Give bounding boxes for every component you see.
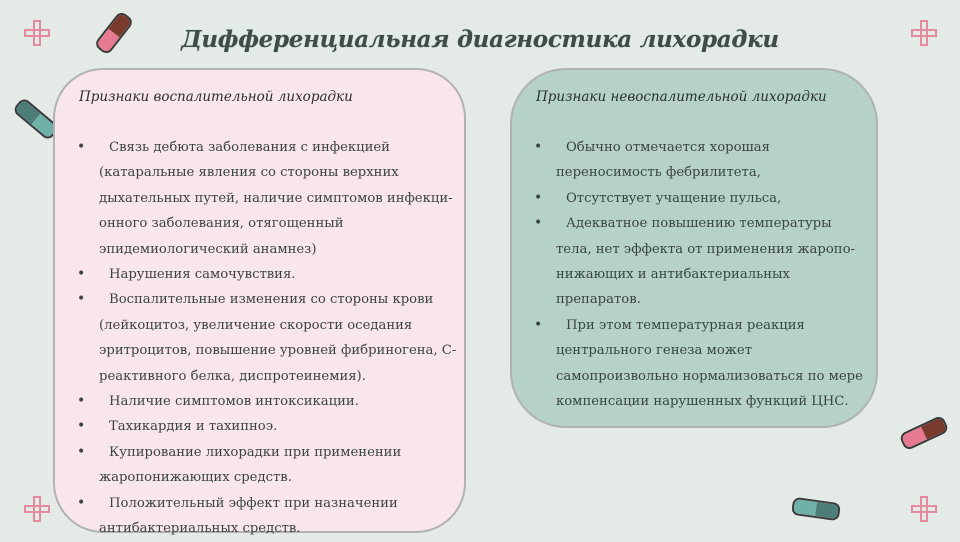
list-item: • Нарушения самочувствия. (77, 262, 461, 287)
bullet-icon: • (77, 266, 86, 283)
bullet-icon: • (77, 418, 86, 435)
pill-icon (791, 497, 841, 522)
list-item: • Связь дебюта заболевания с инфекцией (катаральные явления со стороны верхних дыхательных путей, наличие симптомов инфекци-онного заболевания, отягощенный эпидемиологический анамнез) (77, 135, 461, 262)
plus-cross-icon (24, 496, 50, 522)
card-heading: Признаки невоспалительной лихорадки (536, 89, 827, 105)
slide-title: Дифференциальная диагностика лихорадки (181, 26, 779, 53)
bullet-icon: • (534, 316, 543, 333)
bullet-icon: • (77, 139, 86, 155)
list-item: • Положительный эффект при назначении антибактериальных средств. (77, 491, 461, 542)
list-item: • Тахикардия и тахипноэ. (77, 414, 461, 439)
bullet-icon: • (534, 139, 543, 155)
bullet-icon: • (77, 443, 86, 460)
pill-icon (898, 415, 949, 452)
list-item: • Купирование лихорадки при применении жаропонижающих средств. (77, 440, 461, 491)
bullet-icon: • (534, 215, 543, 232)
bullet-icon: • (77, 494, 86, 511)
plus-cross-icon (24, 20, 50, 46)
inflammatory-fever-card (53, 68, 466, 537)
list-item: • Адекватное повышению температуры тела, нет эффекта от применения жаропо-нижающих и антибактериальных препаратов. (534, 211, 870, 313)
list-item: • Обычно отмечается хорошая переносимость фебрилитета, (534, 135, 870, 186)
bullet-icon: • (77, 291, 86, 308)
bullet-icon: • (534, 189, 543, 206)
list-item: • Наличие симптомов интоксикации. (77, 389, 461, 414)
plus-cross-icon (911, 496, 937, 522)
non-inflammatory-fever-card (510, 68, 878, 428)
inflammatory-signs-list (77, 135, 461, 542)
list-item: • При этом температурная реакция центрального генеза может самопроизвольно нормализоваться по мере компенсации нарушенных функций ЦНС. (534, 313, 870, 415)
plus-cross-icon (911, 20, 937, 46)
list-item: • Отсутствует учащение пульса, (534, 186, 870, 211)
bullet-icon: • (77, 393, 86, 410)
card-heading: Признаки воспалительной лихорадки (79, 89, 353, 105)
list-item: • Воспалительные изменения со стороны крови (лейкоцитоз, увеличение скорости оседания эритроцитов, повышение уровней фибриногена, С-реактивного белка, диспротеинемия). (77, 287, 461, 389)
non-inflammatory-signs-list (534, 135, 870, 414)
